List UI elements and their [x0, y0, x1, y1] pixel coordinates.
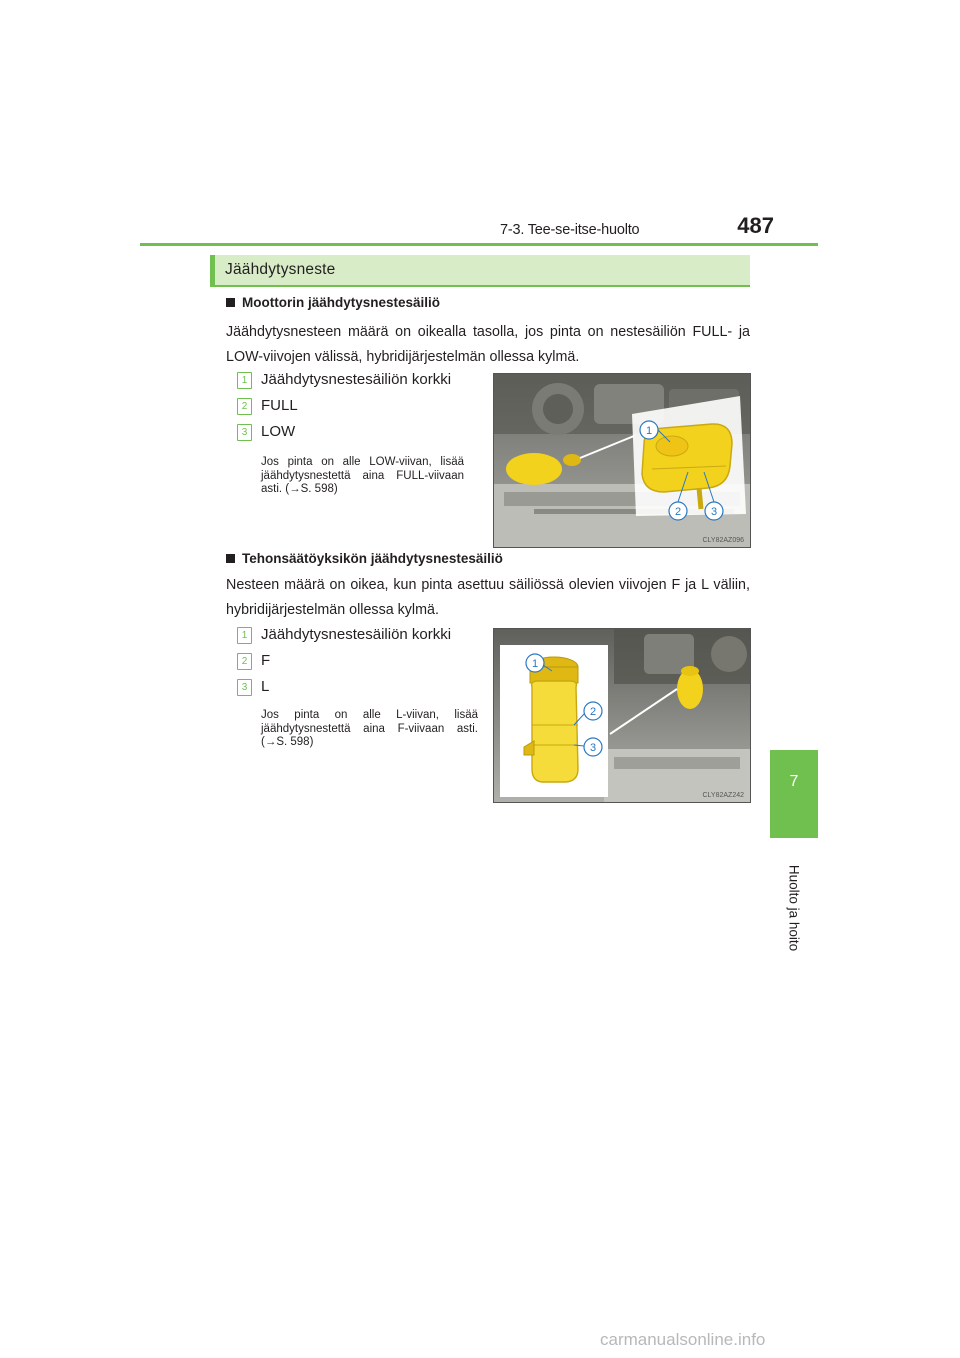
item-number-badge: 1 [237, 627, 252, 644]
engine-callout: 1 [645, 425, 653, 437]
pcu-item-l: L [261, 678, 270, 695]
item-number-badge: 3 [237, 424, 252, 441]
pcu-note: Jos pinta on alle L-viivan, lisää jäähdytysnestettä aina F-viivaan asti. (→S. 598) [261, 709, 478, 748]
chapter-title: Huolto ja hoito [786, 864, 802, 952]
header-rule [140, 243, 818, 246]
engine-subheading [226, 295, 440, 310]
pcu-callout: 2 [589, 706, 597, 718]
pcu-paragraph: Nesteen määrä on oikea, kun pinta asettuu säiliössä olevien viivojen F ja L väliin, hybridijärjestelmän ollessa kylmä. [226, 577, 750, 618]
watermark: carmanualsonline.info [600, 1330, 766, 1349]
pcu-item-cap: Jäähdytysnestesäiliön korkki [261, 626, 452, 643]
pcu-callout: 3 [589, 742, 597, 754]
engine-callout: 2 [674, 506, 682, 518]
engine-item-cap: Jäähdytysnestesäiliön korkki [261, 371, 452, 388]
page-number: 487 [737, 213, 774, 238]
bullet-square-icon [226, 298, 235, 307]
pcu-subheading [226, 551, 503, 566]
pcu-figure-code: CLY82AZ242 [702, 792, 744, 799]
item-number-badge: 2 [237, 398, 252, 415]
engine-subheading-text: Moottorin jäähdytysnestesäiliö [242, 295, 441, 310]
chapter-number: 7 [789, 773, 799, 790]
bullet-square-icon [226, 554, 235, 563]
pcu-reservoir-figure [493, 628, 751, 803]
engine-figure-code: CLY82AZ096 [702, 537, 744, 544]
pcu-item-f: F [261, 652, 271, 669]
engine-item-full: FULL [261, 397, 298, 414]
engine-item-low: LOW [261, 423, 296, 440]
section-title: Jäähdytysneste [225, 261, 336, 278]
engine-callout: 3 [710, 506, 718, 518]
chapter-tab [770, 750, 818, 838]
section-heading-accent [210, 255, 215, 285]
item-number-badge: 3 [237, 679, 252, 696]
item-number-badge: 2 [237, 653, 252, 670]
engine-note: Jos pinta on alle LOW-viivan, lisää jäähdytysnestettä aina FULL-viivaan asti. (→S. 598) [261, 456, 464, 495]
pcu-callout: 1 [531, 658, 539, 670]
engine-paragraph: Jäähdytysnesteen määrä on oikealla tasolla, jos pinta on nestesäiliön FULL- ja LOW-viivojen välissä, hybridijärjestelmän ollessa kylmä. [226, 324, 750, 365]
pcu-bay-illustration [494, 629, 750, 802]
section-header: 7-3. Tee-se-itse-huolto [500, 222, 640, 238]
engine-bay-illustration [494, 374, 750, 547]
pcu-subheading-text: Tehonsäätöyksikön jäähdytysnestesäiliö [242, 551, 503, 566]
section-heading-rule [210, 285, 750, 287]
item-number-badge: 1 [237, 372, 252, 389]
engine-reservoir-figure [493, 373, 751, 548]
